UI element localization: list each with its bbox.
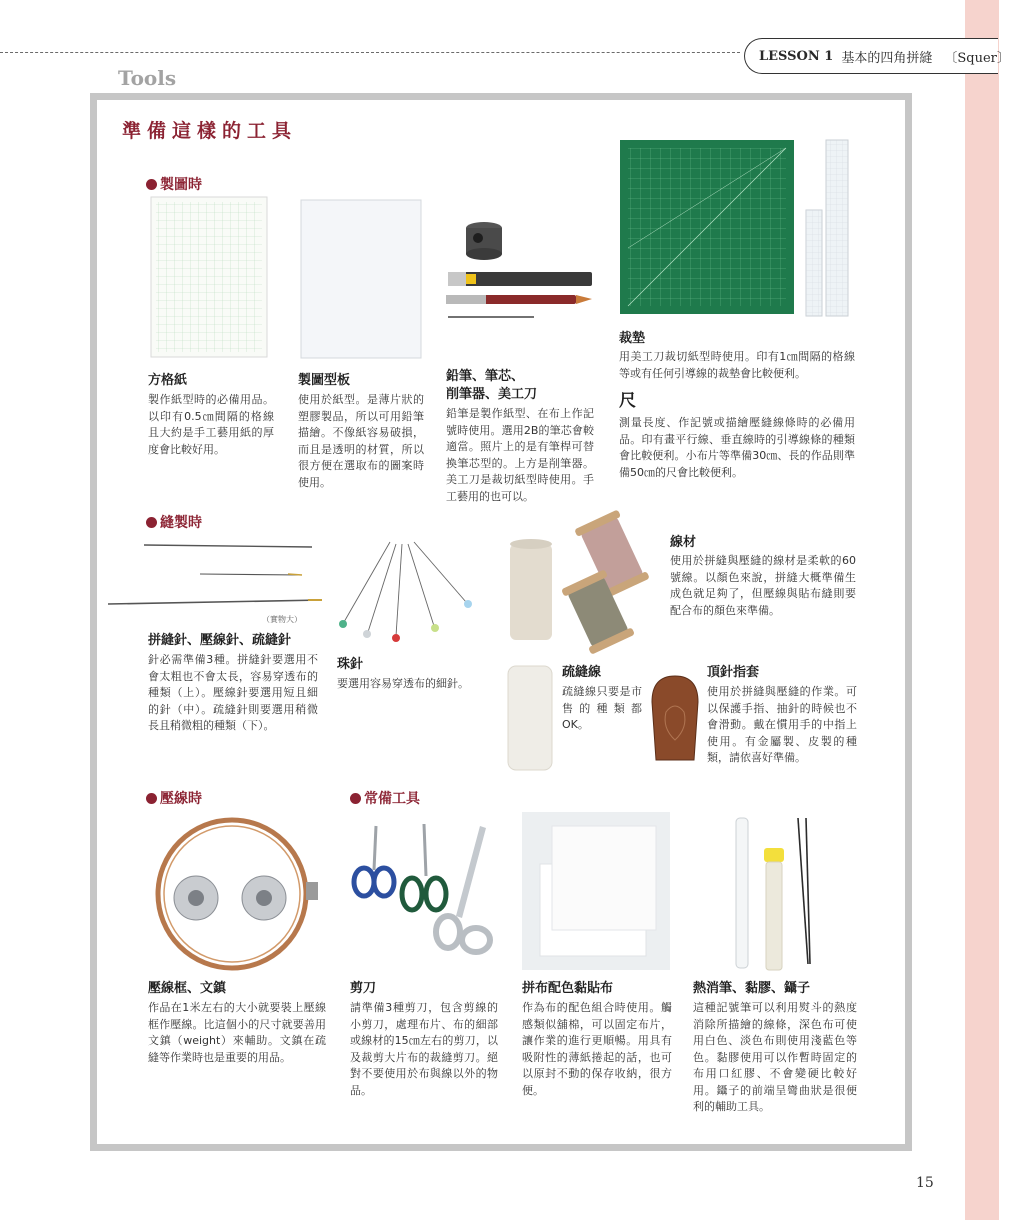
thread-title: 線材: [670, 535, 697, 550]
thread-spools-image: [500, 514, 650, 650]
bullet-icon: [146, 517, 157, 528]
section-drafting: [146, 174, 202, 194]
pencil-set-image: [444, 208, 594, 326]
page-title: 準備這樣的工具: [122, 120, 298, 142]
pencil-title-line2: 削筆器、美工刀: [446, 387, 538, 402]
section-common-label: 常備工具: [364, 791, 420, 807]
lesson-subtitle: 〔Squer〕: [944, 50, 1010, 66]
bullet-icon: [350, 793, 361, 804]
scissors-desc: 請準備3種剪刀，包含剪線的小剪刀，處理布片、布的細部或線材的15㎝左右的剪刀，以及裁剪大片布的裁縫剪刀。絕對不要使用於布與線以外的物品。: [350, 1001, 498, 1097]
page-edge-tab: [965, 0, 999, 1220]
hoop-desc: 作品在1米左右的大小就要裝上壓線框作壓線。比這個小的尺寸就要善用文鎮（weight）來輔助。文鎮在疏縫等作業時也是重要的用品。: [148, 1001, 326, 1064]
section-quilting: [146, 788, 202, 808]
section-drafting-label: 製圖時: [160, 177, 202, 193]
marker-title: 熱消筆、黏膠、鑷子: [693, 981, 811, 996]
header-rule: [0, 52, 740, 53]
needles-size-note: （實物大）: [262, 615, 302, 624]
grid-paper-image: [150, 196, 268, 358]
basting-thread-image: [506, 664, 554, 772]
tools-label: Tools: [118, 66, 177, 90]
section-quilting-label: 壓線時: [160, 791, 202, 807]
thimble-desc: 使用於拼縫與壓縫的作業。可以保護手指、抽針的時候也不會滑動。戴在慣用手的中指上使用。有金屬製、皮製的種類，請依喜好準備。: [707, 685, 857, 764]
hoop-title: 壓線框、文鎮: [148, 981, 227, 996]
scissors-title: 剪刀: [350, 981, 377, 996]
template-board-title: 製圖型板: [298, 373, 351, 388]
bullet-icon: [146, 793, 157, 804]
adhesive-sheet-title: 拼布配色黏貼布: [522, 981, 614, 996]
thread-desc: 使用於拼縫與壓縫的線材是柔軟的60號線。以顏色來說，拼縫大概準備生成色就足夠了，但壓線與貼布縫則要配合布的顏色來準備。: [670, 554, 856, 617]
marker-desc: 這種記號筆可以利用熨斗的熱度消除所描繪的線條，深色布可使用白色、淡色布則使用淺藍色等色。黏膠使用可以作暫時固定的布用口紅膠、不會變硬比較好用。鑷子的前端呈彎曲狀是很便利的輔助工具。: [693, 1001, 857, 1113]
basting-thread-desc: 疏縫線只要是市售的種類都OK。: [562, 685, 642, 731]
thimble-title: 頂針指套: [707, 665, 760, 680]
grid-paper-title: 方格紙: [148, 373, 188, 388]
lesson-header: [744, 38, 1010, 74]
pins-desc: 要選用容易穿透布的細針。: [337, 677, 469, 690]
section-sewing: [146, 512, 202, 532]
lesson-title: 基本的四角拼縫: [841, 50, 933, 66]
page-number: 15: [916, 1175, 934, 1191]
basting-thread-title: 疏縫線: [562, 665, 602, 680]
adhesive-sheet-desc: 作為布的配色組合時使用。觸感類似舖棉，可以固定布片，讓作業的進行更順暢。用具有吸附性的薄紙捲起的話，也可以原封不動的保存收納，很方便。: [522, 1001, 672, 1097]
cutting-mat-desc: 用美工刀裁切紙型時使用。印有1㎝間隔的格線等或有任何引導線的裁墊會比較便利。: [619, 350, 855, 380]
pins-image: [332, 538, 482, 648]
section-common: [350, 788, 420, 808]
lesson-number: LESSON 1: [759, 48, 834, 64]
grid-paper-desc: 製作紙型時的必備用品。以印有0.5㎝間隔的格線且大約是手工藝用紙的厚度會比較好用。: [148, 393, 274, 456]
quilting-hoop-image: [150, 812, 326, 972]
pencil-desc: 鉛筆是製作紙型、在布上作記號時使用。選用2B的筆芯會較適當。照片上的是有筆桿可替換筆芯型的。上方是削筆器。美工刀是裁切紙型時使用。手工藝用的也可以。: [446, 407, 594, 503]
thimble-image: [648, 672, 702, 764]
template-board-image: [300, 199, 422, 359]
needles-image: [104, 536, 324, 610]
scissors-image: [350, 818, 500, 964]
ruler-desc: 測量長度、作記號或描繪壓縫線條時的必備用品。印有畫平行線、垂直線時的引導線條的種類會比較便利。小布片等準備30㎝、長的作品則準備50㎝的尺會比較便利。: [619, 416, 855, 479]
needles-title: 拼縫針、壓線針、疏縫針: [148, 633, 292, 648]
cutting-mat-image: [620, 138, 852, 318]
pencil-title-line1: 鉛筆、筆芯、: [446, 369, 525, 384]
marker-glue-tweezers-image: [728, 814, 818, 974]
adhesive-sheet-image: [522, 812, 670, 970]
section-sewing-label: 縫製時: [160, 515, 202, 531]
bullet-icon: [146, 179, 157, 190]
template-board-desc: 使用於紙型。是薄片狀的塑膠製品，所以可用鉛筆描繪。不像紙容易破損，而且是透明的材質，所以很方便在選取布的圖案時使用。: [298, 393, 424, 489]
cutting-mat-title: 裁墊: [619, 331, 646, 346]
pins-title: 珠針: [337, 657, 364, 672]
needles-desc: 針必需準備3種。拼縫針要選用不會太粗也不會太長，容易穿透布的種類（上）。壓線針要選用短且細的針（中）。疏縫針則要選用稍微長且稍微粗的種類（下）。: [148, 653, 318, 732]
ruler-title: 尺: [619, 391, 636, 411]
